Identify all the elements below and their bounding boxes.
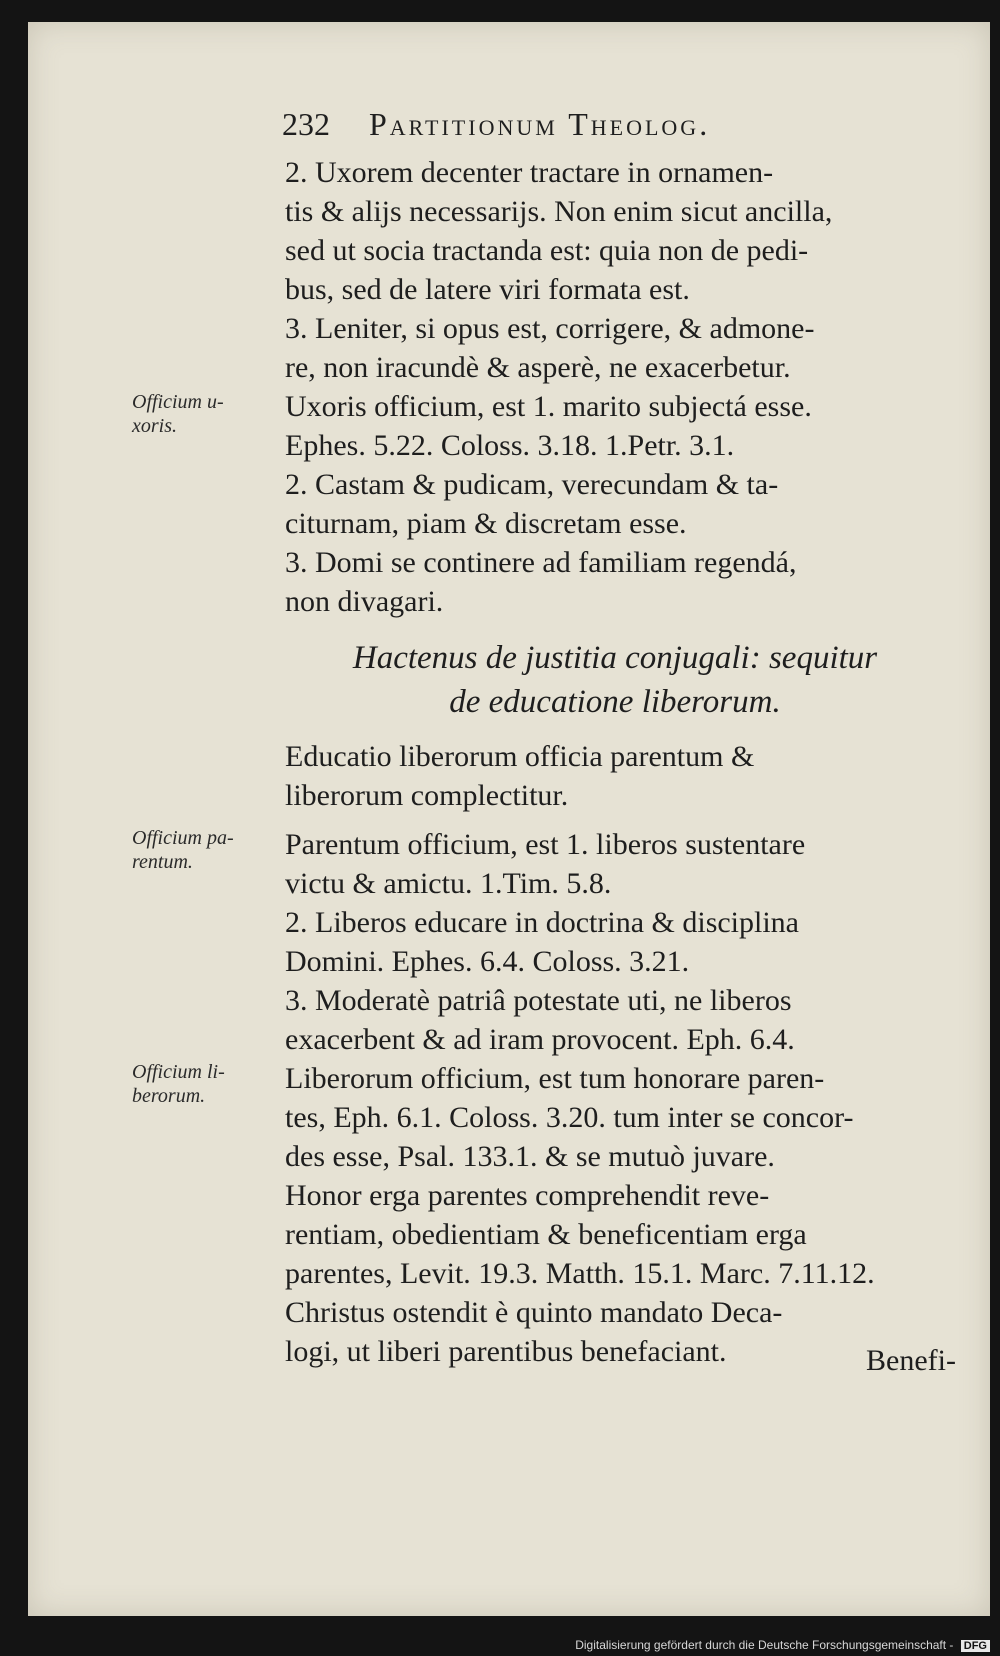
- text-line: Christus ostendit è quinto mandato Deca-: [285, 1296, 783, 1329]
- section-heading-line-1: Hactenus de justitia conjugali: sequitur: [352, 640, 878, 676]
- margin-note-parentum: [132, 826, 272, 874]
- running-header: [282, 106, 862, 143]
- margin-note-line: Officium li-: [132, 1061, 225, 1083]
- text-line: re, non iracundè & asperè, ne exacerbetur.: [285, 351, 791, 384]
- text-line: 2. Uxorem decenter tractare in ornamen-: [285, 156, 774, 189]
- text-line: Ephes. 5.22. Coloss. 3.18. 1.Petr. 3.1.: [285, 429, 735, 462]
- text-line: exacerbent & ad iram provocent. Eph. 6.4.: [285, 1023, 795, 1056]
- margin-note-line: rentum.: [132, 851, 193, 873]
- text-line: tes, Eph. 6.1. Coloss. 3.20. tum inter se concor-: [285, 1101, 854, 1134]
- text-line: liberorum complectitur.: [285, 779, 569, 812]
- text-line: 2. Castam & pudicam, verecundam & ta-: [285, 468, 779, 501]
- text-line: 2. Liberos educare in doctrina & disciplina: [285, 906, 799, 939]
- text-line: tis & alijs necessarijs. Non enim sicut ancilla,: [285, 195, 833, 228]
- text-line: sed ut socia tractanda est: quia non de pedi-: [285, 234, 809, 267]
- text-line: non divagari.: [285, 585, 444, 618]
- catchword: Benefi-: [866, 1344, 956, 1377]
- text-line: 3. Leniter, si opus est, corrigere, & admone-: [285, 312, 815, 345]
- dfg-logo: DFG: [961, 1640, 990, 1652]
- section-heading-line-2: de educatione liberorum.: [449, 684, 781, 720]
- text-line: victu & amictu. 1.Tim. 5.8.: [285, 867, 612, 900]
- text-line: Educatio liberorum officia parentum &: [285, 740, 755, 773]
- page-number: 232: [282, 106, 330, 142]
- text-line: Parentum officium, est 1. liberos sustentare: [285, 828, 806, 861]
- margin-note-line: Officium u-: [132, 391, 224, 413]
- running-title: Partitionum Theolog.: [369, 106, 711, 142]
- margin-note-line: Officium pa-: [132, 827, 234, 849]
- text-line: Uxoris officium, est 1. marito subjectá esse.: [285, 390, 812, 423]
- margin-note-line: berorum.: [132, 1085, 206, 1107]
- text-line: bus, sed de latere viri formata est.: [285, 273, 690, 306]
- text-line: Domini. Ephes. 6.4. Coloss. 3.21.: [285, 945, 690, 978]
- footer-text: Digitalisierung gefördert durch die Deutsche Forschungsgemeinschaft -: [575, 1638, 954, 1652]
- margin-note-line: xoris.: [132, 415, 177, 437]
- text-line: logi, ut liberi parentibus benefaciant.: [285, 1335, 727, 1368]
- text-line: parentes, Levit. 19.3. Matth. 15.1. Marc. 7.11.12.: [285, 1257, 875, 1290]
- text-line: des esse, Psal. 133.1. & se mutuò juvare.: [285, 1140, 775, 1173]
- text-line: citurnam, piam & discretam esse.: [285, 507, 687, 540]
- text-line: 3. Moderatè patriâ potestate uti, ne liberos: [285, 984, 792, 1017]
- text-line: rentiam, obedientiam & beneficentiam erga: [285, 1218, 807, 1251]
- text-line: 3. Domi se continere ad familiam regendá,: [285, 546, 797, 579]
- text-line: Honor erga parentes comprehendit reve-: [285, 1179, 770, 1212]
- margin-note-uxoris: [132, 390, 272, 438]
- footer-credit: [575, 1638, 990, 1652]
- margin-note-liberorum: [132, 1060, 272, 1108]
- text-line: Liberorum officium, est tum honorare paren-: [285, 1062, 825, 1095]
